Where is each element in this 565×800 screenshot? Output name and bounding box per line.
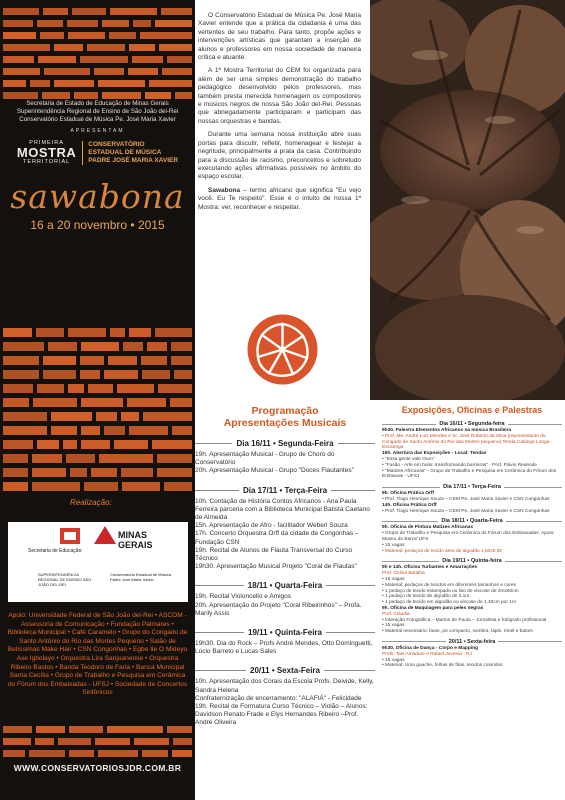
workshop-day-label: Dia 18/11 • Quarta-Feira [441,518,503,525]
intro-paragraph: Durante uma semana nossa instituição abre suas portas para discutir, refletir, homenagear e festejar a negritude, principalmente a prata da casa. Contribuindo para a discussão de racismo, preconceitos e sobretudo executando ações afirmativas possíveis no âmbito do espaço escolar. [198,131,361,181]
pattern-tile [107,726,162,733]
workshop-item: 9h e 14h. Oficina Turbantes e Amarrações [382,565,478,571]
pattern-tile [36,726,65,733]
pattern-tile [33,398,77,407]
workshop-day-label: Dia 19/11 • Quinta-feira [442,558,502,565]
workshop-day-header [382,421,562,427]
pattern-tile [161,8,192,15]
pattern-tile [149,80,192,87]
pattern-tile [159,44,192,51]
pattern-row [0,68,195,75]
workshop-item: • 15 vagas [382,657,405,663]
program-day-label: 20/11 • Sexta-Feira [250,666,320,676]
realizacao-logos [8,522,188,602]
pattern-tile [70,468,87,477]
program-event: 19h. Recital de Formatura Curso Técnico – Violão – Alunos: Davidson Renato Frade e Elys Hernandes Ribeiro –Prof. André Oliveira [195,703,368,727]
program-event: 19h. Apresentação Musical - Grupo de Choro do Conservatório [195,451,335,467]
pattern-tile [104,370,138,379]
pattern-bottom [0,726,195,762]
workshop-item: 9h. Oficina de Pintura Matizes Africanas [382,525,473,531]
pattern-tile [129,44,155,51]
pattern-tile [143,412,192,421]
pattern-tile [3,356,39,365]
programacao-section [195,405,375,800]
program-day-header [195,486,375,495]
workshop-item: • "Matizes Africanas" - Grupo de Trabalho e Pesquisa em Cerâmica do Fórum dos Embaixas - UFSJ [382,468,557,480]
pattern-tile [147,342,167,351]
divider [498,641,562,642]
mostra-wordmark [17,140,76,165]
pattern-tile [37,440,59,449]
divider [195,443,232,444]
pattern-row [0,398,195,407]
divider [382,561,439,562]
pattern-tile [63,440,77,449]
pattern-row [0,454,195,463]
pattern-tile [3,482,28,491]
website-link[interactable]: WWW.CONSERVATORIOSJDR.COM.BR [13,763,182,773]
divider [505,561,562,562]
minas-gerais-logo-icon [94,526,116,544]
pattern-tile [121,412,138,421]
pattern-tile [66,454,95,463]
pattern-tile [109,32,136,39]
pattern-tile [38,56,76,63]
cons-line: ESTADUAL DE MÚSICA [88,148,162,156]
pattern-tile [3,80,26,87]
pattern-tile [133,20,151,27]
workshop-item: 14h. Oficina Prática Orff [382,502,437,508]
workshop-item: • 15 vagas [382,623,405,629]
pattern-tile [110,8,157,15]
pattern-tile [98,750,138,757]
workshop-item: Prof. Celina Batalha [382,571,425,577]
pattern-tile [96,412,118,421]
workshop-item: 9h30. Palestra Elementos Africanos na música Brasileira [382,428,512,433]
mostra-logo [0,140,195,165]
programacao-days [195,439,375,728]
intro-text [198,12,361,217]
workshop-day-label: Dia 17/11 • Terça-Feira [443,484,501,491]
pattern-tile [3,738,31,745]
event-dates: 16 a 20 novembro • 2015 [30,218,165,232]
program-day-header [195,581,375,590]
pattern-tile [121,468,153,477]
pattern-tile [123,342,143,351]
hands-photo [370,0,565,400]
pattern-tile [30,80,50,87]
mostra-main: MOSTRA [16,145,77,160]
cons-line: CONSERVATÓRIO [88,140,145,148]
pattern-tile [68,384,84,393]
pattern-tile [127,398,166,407]
workshop-day-header [382,518,562,524]
pattern-row [0,44,195,51]
pattern-tile [134,738,169,745]
program-day-label: Dia 16/11 • Segunda-Feira [236,439,334,448]
pattern-row [0,726,195,733]
pattern-tile [102,20,129,27]
pattern-tile [69,750,94,757]
pattern-tile [32,454,62,463]
pattern-row [0,384,195,393]
pattern-tile [3,370,39,379]
pattern-tile [74,92,98,99]
pattern-tile [48,342,77,351]
program-event: 17h. Concerto Orquestra Orff da cidade de Congonhas – Fundação CSN [195,530,359,546]
sawabona-term: Sawabona [208,186,241,194]
cons-line: PADRE JOSÉ MARIA XAVIER [88,156,179,164]
pattern-tile [102,92,142,99]
workshop-item: • 1 pedaço de tecido em algodão ou viscose de 1,40cm por 1m [382,600,516,606]
pattern-tile [157,468,192,477]
mostra-bottom: TERRITORIAL [22,159,71,165]
program-day-label: 19/11 • Quinta-Feira [248,628,322,638]
divider [382,424,436,425]
spiral-icon [245,312,320,387]
pattern-tile [3,92,38,99]
pattern-row [0,8,195,15]
workshop-item: 19h. Abertura das Exposições - Local: Tendas [382,451,487,457]
pattern-tile [3,8,39,15]
pattern-tile [173,738,192,745]
minas-gerais-logo-text: MINAS GERAIS [118,530,153,550]
program-event: 15h. Apresentação de Afro - facilitador Weberl Souza [195,522,348,530]
pattern-tile [174,370,192,379]
pattern-tile [110,328,125,337]
pattern-tile [158,384,192,393]
workshop-item: Prof. Cláudia [382,611,410,617]
pattern-tile [3,20,33,27]
program-event: 19h. Recital Violoncello e Amigos [195,593,291,601]
workshop-item: • Prof. Tiago Henrique Souza – CEM Pe. José Maria Xavier e CSN Congonhas [382,508,550,514]
pattern-tile [80,56,129,63]
realizacao-label: Realização: [70,498,112,507]
workshop-day-label: 20/11 • Sexta-feira [448,638,496,645]
pattern-tile [51,412,92,421]
sponsor-line: Conservatório Estadual de Música Pe. José Maria Xavier [19,116,176,123]
divider [326,585,375,586]
pattern-tile [3,56,34,63]
workshop-item: 9h. Oficina de Maquiagem para peles negras [382,605,484,611]
divider [508,424,562,425]
pattern-row [0,328,195,337]
pattern-row [0,20,195,27]
workshop-day-header [382,558,562,564]
pattern-tile [152,440,192,449]
pattern-tile [80,356,104,365]
sre-logo-text: SUPERINTENDÊNCIA REGIONAL DE ENSINO SÃO JOÃO DEL-REI [38,572,92,587]
pattern-row [0,426,195,435]
pattern-tile [87,44,125,51]
pattern-row [0,482,195,491]
pattern-tile [94,68,124,75]
programacao-title [195,405,375,429]
pattern-tile [167,726,192,733]
pattern-tile [162,68,192,75]
divider [195,670,246,671]
pattern-tile [3,342,44,351]
pattern-row [0,56,195,63]
divider [382,641,446,642]
workshop-item: • Material: pedaços de tecido área de algodão 1,60x0,50 [382,548,503,554]
pattern-tile [104,426,125,435]
pattern-tile [129,426,168,435]
poster-left-panel [0,0,195,800]
divider [195,632,244,633]
pattern-tile [99,454,153,463]
pattern-tile [68,32,105,39]
pattern-tile [164,482,192,491]
pattern-tile [81,440,110,449]
support-text: Apoio: Universidade Federal de São João del-Rei • ASCOM - Assessoria de Comunicação • Fundação Palmares • Biblioteca Municipal • Café Caramelo • Grupo do Congado de Santo Antônio do Rio das Mortes Pequeno • Salão de Belíssimas Make Hair • CSN Congonhas • Egbe Ile O Mideyo Axe Igbolayo • Orquestra Lira Sanjoanense • Orquestra Ribeiro Bastos • Banda Teodoro de Faria • Banca Municipal Santa Cecília • Grupo de Trabalho e Pesquisa em Cerâmica do Fórum dos Embaixadas - UFSJ • Sociedade de Concertos Sinfônicos [7,612,188,697]
pattern-tile [68,328,106,337]
intro-paragraph [198,187,361,212]
pattern-tile [3,440,33,449]
pattern-tile [91,468,117,477]
pattern-tile [3,32,36,39]
pattern-tile [40,32,64,39]
workshop-item: 9h. Oficina Prática Orff [382,491,434,497]
program-day-header [195,628,375,637]
pattern-tile [58,738,91,745]
event-title: sawabona [10,177,185,216]
cem-logo-text: Conservatório Estadual de Música Padre José Maria Xavier [110,572,171,582]
education-logo-text: Secretaria de Educação [28,548,82,554]
divider [326,632,375,633]
program-event: 10h. Contação de História Contos Africanos - Ana Paula Ferreira parceria com a Biblioteca Municipal Batista Caetano de Almeida [195,497,370,522]
pattern-tile [3,384,33,393]
pattern-row [0,356,195,365]
pattern-tile [155,20,192,27]
workshop-item: • Grupo de Trabalho e Pesquisa em Cerâmica do Fórum dos Embaixadas. Apoio: Museu do Barro/ UFS [382,531,555,542]
pattern-tile [3,328,32,337]
pattern-tile [3,44,50,51]
programacao-title-line: Programação [251,405,319,417]
pattern-row [0,468,195,477]
workshop-item: 9h30. Oficina de Dança - Corpo e Mapping [382,645,478,651]
sawabona-definition: – termo africano que significa "Eu vejo você. Eu Te respeito". Esse é o intuito de nossa 1ª Mostra: ver, reconhecer e respeitar. [198,186,361,211]
hands-image [370,0,565,400]
intro-paragraph: O Conservatório Estadual de Música Pe. José Maria Xavier entende que a prática da cidadania é uma das vertentes de seu trabalho. Para tanto, propõe ações e intervenções artísticas que garantam a inserção de alunos e professores em nossa sociedade de maneira crítica e atuante. [198,12,361,62]
pattern-row [0,92,195,99]
workshop-item: • 1 pedaço de tecido estampado ou liso de viscose de 2mx60cm [382,588,519,594]
pattern-tile [129,328,151,337]
pattern-row [0,750,195,757]
pattern-tile [35,738,54,745]
workshop-item: • Prof. Me. André Luiz Mendes e Sr. José Roberto da Silva (representante do Congado de Santo Antônio do Rio das Mortes pequeno) Tenda Cabinga Longa - Escaringa [382,433,553,451]
workshop-item: Profs. Tais Amadure e Rafael Jovenia - RJ [382,651,473,657]
sponsor-line: Superintendência Regional de Ensino de São João del-Rei [16,108,179,115]
pattern-tile [170,398,192,407]
pattern-tile [3,426,47,435]
pattern-tile [72,8,106,15]
program-day-header [195,666,375,675]
pattern-tile [3,454,28,463]
exposicoes-days [382,421,562,669]
pattern-tile [141,356,167,365]
pattern-tile [172,750,192,757]
pattern-tile [117,384,154,393]
programacao-subtitle: Apresentações Musicais [223,417,347,429]
workshop-item: • 1 pedaço de tecido de algodão de 3,1m [382,594,470,600]
sponsor-line: Secretaria de Estado de Educação de Minas Gerais [26,100,169,107]
divider [506,521,562,522]
pattern-tile [142,750,168,757]
workshop-item: • Material: pedaços de tecidos em diferentes tamanhos e cores [382,582,516,588]
program-event: 10h. Apresentação dos Corais da Escola Profs. Deivide, Kelly, Sandra Helena [195,678,374,694]
divider [504,487,562,488]
sponsors-text [0,100,195,124]
workshop-item: • Material necessário: base, pó compacto, sombra, lápis, rímel e batom [382,629,533,635]
pattern-tile [140,32,192,39]
workshop-day-header [382,484,562,490]
pattern-row [0,32,195,39]
pattern-tile [172,426,192,435]
program-day-label: 18/11 • Quarta-Feira [247,581,323,591]
program-day-label: Dia 17/11 • Terça-Feira [242,485,328,495]
pattern-tile [128,68,158,75]
pattern-tile [3,412,47,421]
pattern-tile [43,370,76,379]
pattern-tile [81,426,100,435]
program-event: 20h. Apresentação Musical - Grupo "Doces Flautantes" [195,467,354,475]
pattern-tile [3,468,28,477]
pattern-tile [81,398,123,407]
pattern-tile [81,342,119,351]
exposicoes-section [382,405,562,800]
workshop-item: • 15 vagas [382,542,405,548]
divider [382,521,438,522]
program-event: 19h. Recital de Alunos de Flauta Transversal do Curso Técnico [195,546,353,563]
pattern-tile [67,20,98,27]
pattern-tile [54,44,83,51]
pattern-tile [132,56,163,63]
pattern-tile [84,482,118,491]
pattern-tile [29,750,65,757]
program-event: 19h30. Apresentação Musical Projeto "Coral de Flautas" [195,563,357,571]
pattern-tile [95,738,131,745]
exposicoes-title: Exposições, Oficinas e Palestras [401,405,543,415]
program-day-header [195,439,375,448]
pattern-tile [167,56,192,63]
workshop-day-label: Dia 16/11 • Segunda-feira [439,421,505,427]
pattern-tile [3,398,29,407]
pattern-tile [98,80,144,87]
pattern-tile [32,468,66,477]
workshop-item: • Prof. Tiago Henrique Souza – CEM Pe. José Maria Xavier e CSN Congonhas [382,496,550,502]
pattern-tile [43,356,76,365]
pattern-tile [142,370,170,379]
pattern-tile [108,356,137,365]
divider [324,670,375,671]
pattern-tile [175,92,192,99]
pattern-tile [69,726,103,733]
workshop-item: • "Fusão - Arte em bulio: transformando barreiras" - Prof. Flávio Resende [382,462,537,468]
pattern-row [0,412,195,421]
pattern-tile [122,482,160,491]
pattern-row [0,440,195,449]
pattern-tile [32,482,80,491]
education-logo-icon [60,528,80,544]
pattern-tile [88,384,113,393]
pattern-tile [44,68,90,75]
apresentam-label: APRESENTAM [70,128,125,134]
pattern-tile [114,440,148,449]
divider [382,487,440,488]
workshop-item: • 15 vagas [382,576,405,582]
pattern-tile [3,750,25,757]
pattern-row [0,80,195,87]
spiral-logo-icon [245,312,320,387]
program-event: 19h30. Dia do Rock – Profs André Mendes, Otto Dominguetti, Lúcio Barreto e Lucas Sales [195,640,373,656]
pattern-tile [145,92,171,99]
pattern-tile [43,8,68,15]
pattern-tile [54,80,94,87]
pattern-row [0,738,195,745]
pattern-tile [171,342,192,351]
realizacao-section [0,498,195,507]
pattern-tile [3,726,32,733]
pattern-tile [42,92,70,99]
divider [338,443,375,444]
pattern-tile [80,370,100,379]
workshop-item: • "Essa gente vale Ouro" [382,456,435,462]
divider [195,490,239,491]
intro-paragraph: A 1ª Mostra Territorial do CEM foi organizada para além de ser uma simples demonstração do trabalho pedagógico desenvolvido pelos professores, mas também presta merecida homenagem os compositores e músicos negros de nossa São João del-Rei. Pessoas que abnegadamente participaram e participam das nossas orquestras e bandas. [198,67,361,125]
pattern-tile [37,20,63,27]
pattern-row [0,342,195,351]
pattern-tile [3,68,40,75]
pattern-top [0,8,195,104]
workshop-day-header [382,639,562,645]
divider [195,585,244,586]
divider [331,490,375,491]
pattern-tile [37,384,64,393]
program-event: 20h. Apresentação do Projeto "Coral Ribeirinhos" – Profa. Marily Assis [195,601,362,617]
pattern-tile [155,328,192,337]
workshop-item: • Material: Uma guache, folhas de fitas, tecidos coloridos [382,663,503,669]
pattern-tile [157,454,192,463]
pattern-tile [51,426,77,435]
pattern-tile [171,356,192,365]
pattern-tile [36,328,64,337]
pattern-middle [0,328,195,496]
conservatorio-wordmark [82,141,178,165]
header-block [0,100,195,232]
workshop-item: • Interação Fotográfica – Marlon de Paula – Jornalista e fotógrafo profissional [382,617,547,623]
mostra-top: PRIMEIRA [29,140,64,146]
pattern-row [0,370,195,379]
program-event: Confraternização de encerramento: "ALAFIÁ" - Felicidade [195,694,362,702]
